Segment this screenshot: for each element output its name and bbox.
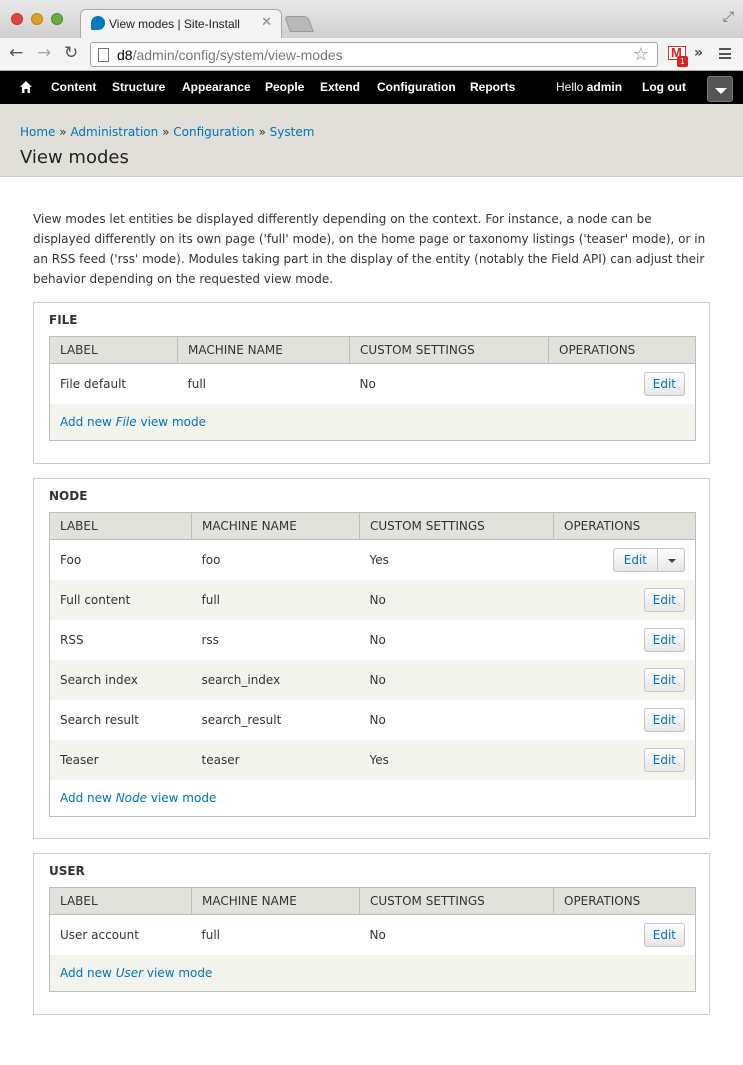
row-custom-settings: No xyxy=(369,632,386,647)
toolbar-extend[interactable]: Extend xyxy=(320,80,361,94)
edit-button[interactable]: Edit xyxy=(614,549,658,571)
row-machine-name: search_index xyxy=(192,660,360,700)
dropbutton-toggle-caret-icon[interactable] xyxy=(658,549,684,571)
view-mode-group-file xyxy=(33,302,710,464)
row-label: Teaser xyxy=(50,740,192,780)
row-operations xyxy=(554,740,696,780)
breadcrumb-home[interactable]: Home xyxy=(20,125,56,139)
add-new-file-view-mode-link[interactable]: Add new File view mode xyxy=(60,414,206,429)
table-row xyxy=(50,540,696,580)
column-header-operations: OPERATIONS xyxy=(554,888,696,915)
more-extensions-icon[interactable]: » xyxy=(694,45,704,61)
browser-toolbar xyxy=(0,38,743,71)
bookmark-star-icon[interactable]: ☆ xyxy=(632,44,649,65)
toolbar-user-account[interactable] xyxy=(556,80,622,94)
view-modes-table xyxy=(49,336,696,441)
back-arrow-icon[interactable]: ← xyxy=(9,43,24,63)
edit-button[interactable]: Edit xyxy=(644,923,685,947)
row-machine-name: rss xyxy=(201,632,219,647)
row-operations xyxy=(554,700,696,740)
breadcrumb-system[interactable]: System xyxy=(269,125,315,139)
page-header xyxy=(0,104,743,177)
row-operations xyxy=(554,540,696,580)
table-row xyxy=(50,740,696,780)
toolbar-orientation-toggle[interactable] xyxy=(707,76,733,102)
row-operations xyxy=(554,580,696,620)
browser-tab-strip xyxy=(0,0,743,38)
breadcrumb-administration[interactable]: Administration xyxy=(70,125,159,139)
reload-icon[interactable]: ↻ xyxy=(64,43,79,63)
row-label: Full content xyxy=(50,580,192,620)
toolbar-structure[interactable]: Structure xyxy=(112,80,166,94)
row-custom-settings: No xyxy=(369,927,386,942)
add-view-mode-row xyxy=(50,404,696,441)
breadcrumb-configuration[interactable]: Configuration xyxy=(173,125,255,139)
view-mode-group-node xyxy=(33,478,710,839)
admin-toolbar xyxy=(0,71,743,104)
row-custom-settings: Yes xyxy=(360,740,554,780)
row-label: User account xyxy=(60,927,139,942)
url-path: /admin/config/system/view-modes xyxy=(132,47,343,63)
fullscreen-icon[interactable]: ⤢ xyxy=(722,9,734,25)
group-title: USER xyxy=(49,864,85,878)
zoom-window-button[interactable] xyxy=(51,13,63,25)
toolbar-reports[interactable]: Reports xyxy=(470,80,516,94)
table-row xyxy=(50,364,696,404)
breadcrumb-separator: » xyxy=(162,125,170,139)
page-title: View modes xyxy=(20,147,129,168)
edit-button[interactable]: Edit xyxy=(644,628,685,652)
breadcrumb-separator: » xyxy=(59,125,67,139)
row-label: Search index xyxy=(50,660,192,700)
row-custom-settings: No xyxy=(360,660,554,700)
row-operations xyxy=(549,364,696,404)
address-bar[interactable] xyxy=(90,42,658,67)
edit-button[interactable]: Edit xyxy=(644,748,685,772)
toolbar-appearance[interactable]: Appearance xyxy=(182,80,251,94)
hello-label: Hello xyxy=(556,80,584,94)
column-header-custom-settings: CUSTOM SETTINGS xyxy=(350,337,549,364)
row-machine-name: full xyxy=(192,580,360,620)
row-machine-name: full xyxy=(201,927,220,942)
new-tab-button[interactable] xyxy=(284,16,314,32)
row-operations xyxy=(554,620,696,660)
row-custom-settings: No xyxy=(360,580,554,620)
column-header-machine-name: MACHINE NAME xyxy=(192,513,360,540)
column-header-custom-settings: CUSTOM SETTINGS xyxy=(360,888,554,915)
row-machine-name: teaser xyxy=(192,740,360,780)
row-label: File default xyxy=(60,376,127,391)
row-custom-settings: No xyxy=(369,712,386,727)
row-operations xyxy=(554,660,696,700)
edit-button[interactable]: Edit xyxy=(644,708,685,732)
browser-menu-icon[interactable] xyxy=(719,48,731,59)
edit-button[interactable]: Edit xyxy=(644,668,685,692)
column-header-operations: OPERATIONS xyxy=(554,513,696,540)
group-title: NODE xyxy=(49,489,88,503)
username: admin xyxy=(586,80,623,94)
row-label: RSS xyxy=(60,632,84,647)
add-view-mode-row xyxy=(50,780,696,817)
column-header-label: LABEL xyxy=(50,888,192,915)
column-header-machine-name: MACHINE NAME xyxy=(192,888,360,915)
row-machine-name: search_result xyxy=(201,712,282,727)
group-title: FILE xyxy=(49,313,78,327)
column-header-label: LABEL xyxy=(50,337,178,364)
edit-button[interactable]: Edit xyxy=(644,588,685,612)
notification-badge: 1 xyxy=(677,56,688,67)
minimize-window-button[interactable] xyxy=(31,13,43,25)
add-new-node-view-mode-link[interactable]: Add new Node view mode xyxy=(60,790,217,805)
url-text xyxy=(117,47,343,63)
edit-button[interactable]: Edit xyxy=(644,372,685,396)
table-row xyxy=(50,660,696,700)
table-row xyxy=(50,700,696,740)
row-custom-settings: No xyxy=(359,376,376,391)
column-header-machine-name: MACHINE NAME xyxy=(178,337,350,364)
table-row xyxy=(50,580,696,620)
view-modes-table xyxy=(49,512,696,817)
drupal-favicon-icon xyxy=(91,16,105,30)
home-icon[interactable] xyxy=(19,80,33,94)
edit-dropbutton xyxy=(613,548,685,572)
browser-tab[interactable] xyxy=(80,9,282,38)
page-description: View modes let entities be displayed differently depending on the context. For instance, a node can be displayed differently on its own page ('full' mode), on the home page or taxonomy listings ('teaser' mode), or in an RSS feed ('rss' mode). Modules taking part in the display of the entity (notably the Field API) can adjust their behavior depending on the requested view mode. xyxy=(33,212,706,286)
page-icon xyxy=(98,48,109,62)
column-header-operations: OPERATIONS xyxy=(549,337,696,364)
table-row xyxy=(50,915,696,955)
row-machine-name: full xyxy=(187,376,206,391)
add-new-user-view-mode-link[interactable]: Add new User view mode xyxy=(60,965,213,980)
table-row xyxy=(50,620,696,660)
toolbar-configuration[interactable]: Configuration xyxy=(377,80,456,94)
toolbar-people[interactable]: People xyxy=(265,80,305,94)
column-header-custom-settings: CUSTOM SETTINGS xyxy=(360,513,554,540)
url-host: d8 xyxy=(117,47,133,63)
row-custom-settings: Yes xyxy=(369,552,389,567)
row-label: Foo xyxy=(60,552,82,567)
view-mode-group-user xyxy=(33,853,710,1015)
toolbar-logout[interactable]: Log out xyxy=(642,80,686,94)
row-machine-name: foo xyxy=(201,552,221,567)
add-view-mode-row xyxy=(50,955,696,992)
row-operations xyxy=(554,915,696,955)
column-header-label: LABEL xyxy=(50,513,192,540)
close-window-button[interactable] xyxy=(11,13,23,25)
toolbar-content[interactable]: Content xyxy=(51,80,97,94)
row-label: Search result xyxy=(60,712,139,727)
tab-title: View modes | Site-Install xyxy=(109,17,240,31)
breadcrumb xyxy=(20,125,314,139)
view-modes-table xyxy=(49,887,696,992)
tab-close-icon[interactable]: ✕ xyxy=(261,15,272,30)
forward-arrow-icon[interactable]: → xyxy=(37,43,52,63)
breadcrumb-separator: » xyxy=(258,125,266,139)
